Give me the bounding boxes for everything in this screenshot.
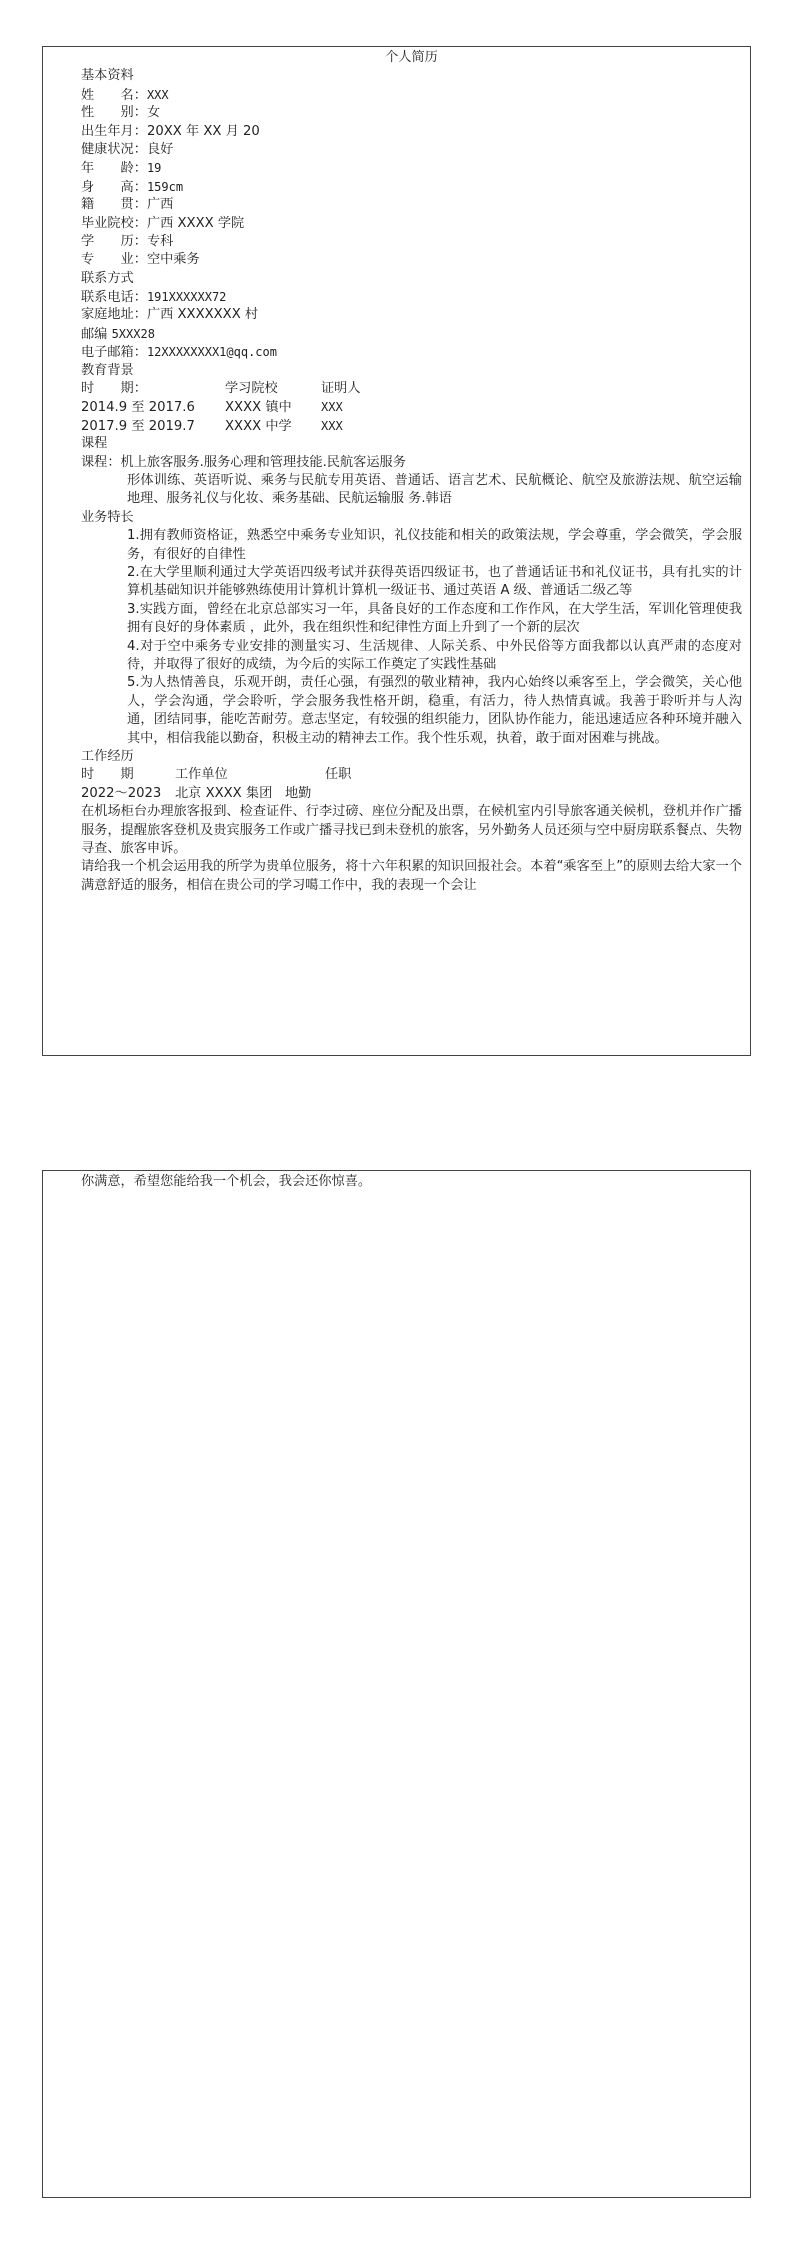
field-school [81, 215, 742, 233]
field-postcode [81, 325, 742, 343]
closing-paragraph: 请给我一个机会运用我的所学为贵单位服务，将十六年积累的知识回报社会。本着“乘客至上”的原则去给大家一个满意舒适的服务，相信在贵公司的学习噶工作中，我的表现一个会让 [81, 859, 742, 893]
skill-item: 5.为人热情善良，乐观开朗，责任心强，有强烈的敬业精神，我内心始终以乘客至上，学会微笑，关心他人，学会沟通，学会聆听，学会服务我性格开朗，稳重，有活力，待人热情真诚。我善于聆听并与人沟通，团结同事，能吃苦耐劳。意志坚定，有较强的组织能力，团队协作能力，能迅速适应各种环境并融入其中，相信我能以勤奋，积极主动的精神去工作。我个性乐观，执着，敢于面对困难与挑战。 [127, 675, 742, 746]
work-header-row [81, 766, 742, 784]
field-major [81, 251, 742, 269]
education-period: 2014.9 至 2017.6 [81, 400, 195, 416]
field-value: 专科 [146, 233, 174, 249]
field-label: 籍 贯： [81, 197, 147, 213]
field-label: 专 业： [81, 252, 147, 268]
document-page-1 [42, 46, 751, 1056]
field-label: 联系电话： [81, 290, 147, 306]
field-value: 159cm [146, 179, 184, 194]
education-school: XXXX 中学 [225, 418, 292, 434]
field-label: 学 历： [81, 233, 147, 249]
field-email [81, 343, 742, 361]
education-period: 2017.9 至 2019.7 [81, 418, 195, 434]
skill-item: 4.对于空中乘务专业安排的测量实习、生活规律、人际关系、中外民俗等方面我都以认真严肃的态度对待，并取得了很好的成绩，为今后的实际工作奠定了实践性基础 [127, 638, 742, 673]
field-degree [81, 233, 742, 251]
field-phone [81, 288, 742, 306]
education-col-school: 学习院校 [225, 381, 278, 397]
education-row [81, 417, 742, 435]
field-value: 女 [146, 105, 161, 121]
education-school: XXXX 镇中 [225, 400, 292, 416]
work-col-period: 时 期 [81, 767, 134, 783]
field-label: 姓 名： [81, 87, 147, 103]
work-position: 地勤 [285, 785, 312, 801]
education-witness: XXX [321, 400, 343, 415]
field-gender [81, 104, 742, 122]
field-name [81, 86, 742, 104]
closing-paragraph-continued: 你满意，希望您能给我一个机会，我会还你惊喜。 [81, 1174, 372, 1189]
courses-line-1: 课程：机上旅客服务.服务心理和管理技能.民航客运服务 [81, 454, 406, 470]
work-description: 在机场柜台办理旅客报到、检查证件、行李过磅、座位分配及出票，在候机室内引导旅客通关候机，登机并作广播服务，提醒旅客登机及贵宾服务工作或广播寻找已到未登机的旅客，另外勤务人员还须与空中厨房联系餐点、失物寻查、旅客申诉。 [81, 804, 742, 857]
skills-heading: 业务特长 [81, 509, 134, 525]
field-value: 5XXX28 [111, 326, 155, 341]
field-label: 出生年月： [81, 123, 147, 139]
field-value: 20XX 年 XX 月 20 [146, 123, 260, 139]
education-heading: 教育背景 [81, 362, 134, 378]
work-col-position: 任职 [325, 767, 352, 783]
education-header-row [81, 380, 742, 398]
page-1-content [81, 49, 742, 895]
field-value: 良好 [146, 141, 174, 157]
field-value: 广西 [146, 197, 174, 213]
field-label: 身 高： [81, 179, 147, 195]
skill-item: 2.在大学里顺利通过大学英语四级考试并获得英语四级证书，也了普通话证书和礼仪证书，具有扎实的计算机基础知识并能够熟练使用计算机计算机一级证书、通过英语 A 级、普通话二级乙等 [127, 565, 742, 599]
field-age [81, 159, 742, 177]
work-row [81, 785, 742, 803]
field-label: 电子邮箱： [81, 345, 147, 361]
education-row [81, 398, 742, 416]
document-page-2 [42, 1170, 751, 2198]
field-label: 性 别： [81, 105, 147, 121]
field-address [81, 306, 742, 324]
field-value: 191XXXXXX72 [146, 290, 227, 305]
field-label: 邮编 [81, 326, 112, 342]
work-employer: 北京 XXXX 集团 [175, 785, 273, 801]
field-value: 12XXXXXXXX1@qq.com [146, 345, 277, 360]
skill-item: 3.实践方面，曾经在北京总部实习一年，具备良好的工作态度和工作作风，在大学生活，军训化管理使我拥有良好的身体素质 ，此外，我在组织性和纪律性方面上升到了一个新的层次 [127, 601, 742, 636]
page-2-content [81, 1173, 742, 1191]
courses-heading: 课程 [81, 436, 108, 452]
field-health [81, 141, 742, 159]
field-origin [81, 196, 742, 214]
work-period: 2022～2023 [81, 785, 162, 801]
education-witness: XXX [321, 418, 343, 433]
field-label: 健康状况： [81, 141, 147, 157]
courses-line-2: 形体训练、英语听说、乘务与民航专用英语、普通话、语言艺术、民航概论、航空及旅游法规、航空运输地理、服务礼仪与化妆、乘务基础、民航运输服 务.韩语 [127, 472, 742, 507]
work-col-employer: 工作单位 [175, 767, 228, 783]
work-heading: 工作经历 [81, 749, 134, 765]
field-value: 空中乘务 [146, 252, 200, 268]
field-label: 家庭地址： [81, 307, 147, 323]
field-value: 19 [146, 161, 162, 176]
field-value: XXX [146, 87, 169, 102]
contact-heading: 联系方式 [81, 270, 134, 286]
field-label: 年 龄： [81, 161, 147, 177]
basic-info-heading: 基本资料 [81, 68, 134, 84]
field-birth [81, 123, 742, 141]
education-col-witness: 证明人 [321, 381, 361, 397]
field-label: 毕业院校： [81, 215, 147, 231]
skill-item: 1.拥有教师资格证，熟悉空中乘务专业知识，礼仪技能和相关的政策法规，学会尊重，学会微笑，学会服务，有很好的自律性 [127, 528, 742, 562]
field-height [81, 178, 742, 196]
resume-title: 个人简历 [385, 50, 438, 65]
field-value: 广西 XXXXXXX 村 [146, 307, 259, 323]
education-col-period: 时 期： [81, 381, 147, 397]
field-value: 广西 XXXX 学院 [146, 215, 245, 231]
